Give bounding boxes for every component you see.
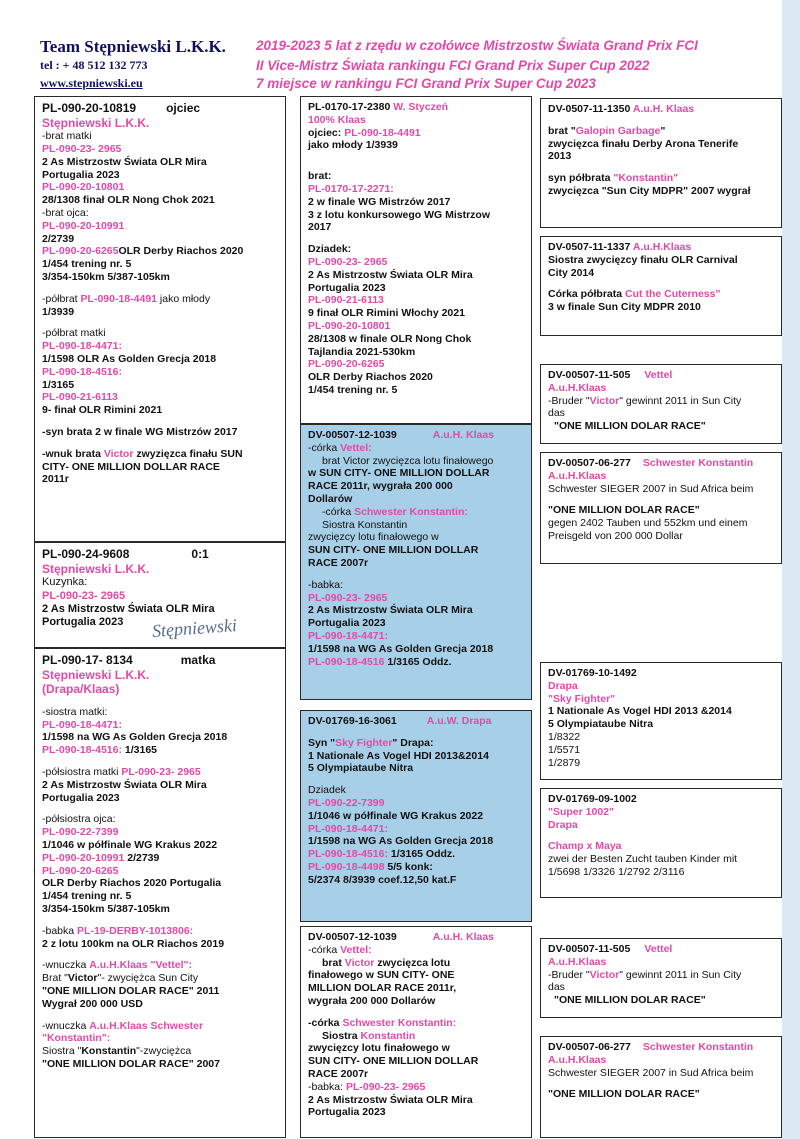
- father-line: PL-090-23- 2965: [42, 143, 122, 156]
- mother-line: -babka: [42, 924, 78, 937]
- c2d-line: Schwester Konstantin:: [342, 1016, 457, 1029]
- father-line: PL-090-18-4516:: [42, 365, 122, 378]
- father-line: PL-090-21-6113: [42, 391, 118, 404]
- c2b-line: RACE 2011r, wygrała 200 000: [308, 480, 453, 493]
- r1-line: zwycięzca finału Derby Arona Tenerife: [548, 137, 739, 150]
- c2b-line: 1/3165 Oddz.: [384, 655, 452, 668]
- card-r2: [540, 236, 782, 336]
- scan-edge: [782, 0, 800, 1139]
- mother-line: 1/454 trening nr. 5: [42, 890, 132, 903]
- team-name: Team Stępniewski L.K.K.: [40, 37, 226, 56]
- c2a-line: 100% Klaas: [308, 113, 366, 126]
- c2d-line: 2 As Mistrzostw Świata OLR Mira: [308, 1093, 473, 1106]
- r8-line: Schwester SIEGER 2007 in Sud Africa beim: [548, 1066, 754, 1079]
- father-line: zwyzięzca finału SUN: [133, 447, 243, 460]
- c2c-line: 1/1046 w półfinale WG Krakus 2022: [308, 809, 484, 822]
- r3-name: Vettel: [644, 369, 673, 381]
- c2b-line: Portugalia 2023: [308, 617, 386, 630]
- mother-line: PL-090-18-4471:: [42, 718, 122, 731]
- r3-breeder: A.u.H.Klaas: [548, 381, 607, 394]
- father-line: 9- finał OLR Rimini 2021: [42, 404, 163, 417]
- r4-line: Preisgeld von 200 000 Dollar: [548, 529, 683, 542]
- r3-line: " gewinnt 2011 in Sun City: [619, 394, 742, 407]
- r1-line: Galopin Garbage: [575, 124, 661, 137]
- r6-line: Champ x Maya: [548, 840, 622, 853]
- r4-breeder: A.u.H.Klaas: [548, 469, 607, 482]
- r4-line: Schwester SIEGER 2007 in Sud Africa beim: [548, 482, 754, 495]
- r8-line: "ONE MILLION DOLAR RACE": [548, 1088, 700, 1101]
- mother-line: "- zwyciężca Sun City: [97, 972, 199, 985]
- r6-ring: DV-01769-09-1002: [548, 793, 637, 805]
- c2d-ring: DV-00507-12-1039: [308, 931, 397, 943]
- cousin-breeder: Stępniewski L.K.K.: [42, 561, 150, 576]
- r8-name: Schwester Konstantin: [642, 1041, 754, 1053]
- c2a-line: PL-090-20-6265: [308, 358, 385, 371]
- c2a-line: PL-0170-17-2271:: [308, 182, 394, 195]
- father-line: 3/354-150km 5/387-105km: [42, 271, 170, 284]
- phone-number: tel : + 48 512 132 773: [40, 58, 148, 72]
- headline-3: 7 miejsce w rankingu FCI Grand Prix Super Cup 2023: [256, 76, 596, 91]
- mother-line: PL-090-23- 2965: [121, 766, 201, 779]
- c2a-line: PL-090-20-10801: [308, 319, 391, 332]
- c2b-line: SUN CITY- ONE MILLION DOLLAR: [308, 544, 479, 557]
- c2a-line: 2017: [308, 221, 332, 234]
- card-mother: [34, 648, 286, 1138]
- c2b-line: -córka: [308, 441, 341, 454]
- cousin-ring: PL-090-24-9608: [42, 547, 130, 561]
- c2b-line: Schwester Konstantin:: [354, 505, 468, 518]
- mother-role: matka: [180, 653, 216, 667]
- father-line: PL-090-20-6265: [42, 245, 119, 258]
- father-line: -wnuk brata: [42, 447, 104, 460]
- c2b-line: brat Victor zwycięzca lotu finałowego: [322, 454, 494, 467]
- c2d-line: Victor: [344, 956, 375, 969]
- r5-name: "Sky Fighter": [548, 692, 616, 705]
- r2-line: City 2014: [548, 266, 595, 279]
- father-line: PL-090-18-4491: [80, 292, 157, 305]
- r1-name: A.u.H. Klaas: [632, 103, 695, 115]
- c2c-line: PL-090-18-4471:: [308, 822, 388, 835]
- c2a-name: W. Styczeń: [393, 101, 449, 113]
- c2d-line: finałowego w SUN CITY- ONE: [308, 969, 455, 982]
- r5-breeder: Drapa: [548, 679, 578, 692]
- mother-line: PL-090-20-6265: [42, 864, 119, 877]
- card-father: [34, 96, 286, 542]
- r7-ring: DV-00507-11-505: [548, 943, 631, 955]
- r4-ring: DV-00507-06-277: [548, 457, 631, 469]
- c2b-line: Siostra Konstantin: [322, 518, 408, 531]
- c2a-line: OLR Derby Riachos 2020: [308, 371, 433, 384]
- card-grandmother-paternal: [300, 424, 532, 700]
- c2d-line: MILLION DOLAR RACE 2011r,: [308, 982, 457, 995]
- mother-line: PL-090-20-10991: [42, 851, 125, 864]
- c2b-line: Dollarów: [308, 492, 353, 505]
- r3-ring: DV-00507-11-505: [548, 369, 631, 381]
- card-r3: [540, 364, 782, 444]
- c2b-line: PL-090-18-4516: [308, 655, 385, 668]
- father-line: PL-090-20-10991: [42, 219, 125, 232]
- c2d-line: zwycięzca lotu: [374, 956, 451, 969]
- c2c-line: Sky Fighter: [335, 736, 393, 749]
- c2c-line: 1/1598 na WG As Golden Grecja 2018: [308, 835, 494, 848]
- c2a-line: brat:: [308, 170, 332, 183]
- r8-breeder: A.u.H.Klaas: [548, 1053, 607, 1066]
- c2a-line: 28/1308 w finale OLR Nong Chok: [308, 332, 472, 345]
- father-line: -brat ojca:: [42, 207, 89, 220]
- c2d-line: Konstantin: [360, 1029, 416, 1042]
- father-line: 1/454 trening nr. 5: [42, 258, 132, 271]
- r1-line: syn półbrata: [548, 172, 614, 185]
- father-line: CITY- ONE MILLION DOLLAR RACE: [42, 460, 220, 473]
- father-line: -brat matki: [42, 130, 92, 143]
- father-line: -syn brata 2 w finale WG Mistrzów 2017: [42, 425, 238, 438]
- card-r1: [540, 98, 782, 228]
- r4-name: Schwester Konstantin: [642, 457, 754, 469]
- mother-line: 2/2739: [124, 851, 160, 864]
- mother-ring: PL-090-17- 8134: [42, 653, 133, 667]
- c2d-line: RACE 2007r: [308, 1067, 369, 1080]
- c2c-line: 1 Nationale As Vogel HDI 2013&2014: [308, 749, 489, 762]
- c2b-line: -córka: [322, 505, 355, 518]
- father-line: 1/3165: [42, 378, 75, 391]
- c2d-line: PL-090-23- 2965: [345, 1080, 426, 1093]
- c2b-line: Vettel:: [340, 441, 372, 454]
- mother-line: A.u.H.Klaas "Vettel":: [89, 959, 192, 972]
- c2d-line: wygrała 200 000 Dollarów: [308, 994, 436, 1007]
- c2a-line: 3 z lotu konkursowego WG Mistrzow: [308, 208, 491, 221]
- c2a-line: ojciec:: [308, 126, 345, 139]
- mother-line: OLR Derby Riachos 2020 Portugalia: [42, 877, 222, 890]
- r5-line: 5 Olympiataube Nitra: [548, 718, 654, 731]
- mother-line: 1/3165: [121, 744, 158, 757]
- mother-line: -siostra matki:: [42, 705, 108, 718]
- c2d-name: A.u.H. Klaas: [432, 931, 495, 943]
- c2d-line: -córka: [308, 943, 341, 956]
- r3-line: -Bruder ": [548, 394, 590, 407]
- r3-line: das: [548, 407, 565, 420]
- c2b-line: PL-090-23- 2965: [308, 591, 388, 604]
- mother-line: "Konstantin":: [42, 1032, 111, 1045]
- mother-breeder-2: (Drapa/Klaas): [42, 682, 120, 697]
- c2c-line: 5/5 konk:: [384, 860, 433, 873]
- c2a-line: 2 w finale WG Mistrzów 2017: [308, 195, 451, 208]
- c2c-line: 5 Olympiataube Nitra: [308, 762, 414, 775]
- c2b-line: zwycięzcy lotu finałowego w: [308, 531, 439, 544]
- headline-1: 2019-2023 5 lat z rzędu w czołówce Mistrzostw Świata Grand Prix FCI: [256, 38, 698, 53]
- r5-line: 1/2879: [548, 756, 581, 769]
- mother-line: -półsiostra ojca:: [42, 813, 116, 826]
- cousin-score: 0:1: [191, 547, 209, 561]
- cousin-line: Kuzynka:: [42, 576, 88, 589]
- cousin-line: Portugalia 2023: [42, 616, 124, 629]
- c2a-line: Dziadek:: [308, 243, 352, 256]
- mother-line: -wnuczka: [42, 959, 90, 972]
- c2d-line: Vettel:: [340, 943, 372, 956]
- handwritten-signature: Stępniewski: [151, 615, 238, 641]
- r2-line: Siostra zwycięzcy finału OLR Carnival: [548, 253, 738, 266]
- c2a-line: 1/454 trening nr. 5: [308, 383, 398, 396]
- mother-line: -wnuczka: [42, 1019, 90, 1032]
- r7-line: das: [548, 981, 565, 994]
- r6-line: 1/5698 1/3326 1/2792 2/3116: [548, 865, 685, 878]
- c2c-line: PL-090-18-4516:: [308, 848, 388, 861]
- r2-line: Córka półbrata: [548, 288, 626, 301]
- c2d-line: Siostra: [322, 1029, 361, 1042]
- c2a-ring: PL-0170-17-2380: [308, 101, 391, 113]
- mother-line: Portugalia 2023: [42, 791, 120, 804]
- c2c-ring: DV-01769-16-3061: [308, 715, 397, 727]
- c2c-line: " Drapa:: [392, 736, 434, 749]
- r6-name: "Super 1002": [548, 805, 614, 818]
- father-line: PL-090-18-4471:: [42, 340, 122, 353]
- c2a-line: Tajlandia 2021-530km: [308, 345, 416, 358]
- r7-line: -Bruder ": [548, 968, 590, 981]
- c2b-line: -babka:: [308, 578, 344, 591]
- card-r7: [540, 938, 782, 1018]
- c2a-line: 2 As Mistrzostw Świata OLR Mira: [308, 268, 473, 281]
- mother-line: "ONE MILLION DOLAR RACE" 2007: [42, 1058, 220, 1070]
- mother-line: Siostra ": [42, 1045, 82, 1058]
- father-line: -półbrat: [42, 292, 81, 305]
- c2b-line: w SUN CITY- ONE MILLION DOLLAR: [308, 467, 490, 480]
- r1-line: 2013: [548, 150, 572, 163]
- mother-line: "-zwyciężca: [136, 1045, 192, 1058]
- c2d-line: Portugalia 2023: [308, 1106, 386, 1119]
- r3-line: Victor: [589, 394, 620, 407]
- c2a-line: Portugalia 2023: [308, 281, 386, 294]
- c2d-line: SUN CITY- ONE MILLION DOLLAR: [308, 1055, 479, 1068]
- c2a-line: jako młody 1/3939: [308, 139, 398, 152]
- father-line: 2 As Mistrzostw Świata OLR Mira: [42, 155, 207, 168]
- father-line: 1/1598 OLR As Golden Grecja 2018: [42, 353, 217, 365]
- c2b-line: RACE 2007r: [308, 556, 369, 569]
- c2d-line: brat: [322, 956, 345, 969]
- cousin-line: PL-090-23- 2965: [42, 589, 126, 602]
- mother-breeder: Stępniewski L.K.K.: [42, 667, 150, 682]
- r4-line: gegen 2402 Tauben und 552km und einem: [548, 517, 748, 530]
- c2d-line: zwycięzcy lotu finałowego w: [308, 1042, 450, 1055]
- r2-line: 3 w finale Sun City MDPR 2010: [548, 301, 701, 314]
- mother-line: 1/1046 w półfinale WG Krakus 2022: [42, 839, 218, 852]
- mother-line: PL-19-DERBY-1013806:: [77, 924, 194, 937]
- mother-line: Wygrał 200 000 USD: [42, 997, 143, 1010]
- card-r5: [540, 662, 782, 780]
- c2b-ring: DV-00507-12-1039: [308, 429, 397, 441]
- c2d-line: -córka: [308, 1016, 343, 1029]
- card-grandfather-maternal: [300, 710, 532, 922]
- c2b-name: A.u.H. Klaas: [432, 429, 495, 441]
- r4-line: "ONE MILLION DOLAR RACE": [548, 504, 700, 517]
- c2c-line: 5/2374 8/3939 coef.12,50 kat.F: [308, 873, 457, 886]
- c2a-line: PL-090-18-4491: [344, 126, 421, 139]
- r7-line: "ONE MILLION DOLAR RACE": [554, 994, 706, 1007]
- r2-line: Cut the Cuterness": [625, 288, 721, 301]
- r5-line: 1/5571: [548, 743, 581, 756]
- mother-line: "ONE MILLION DOLAR RACE" 2011: [42, 985, 220, 998]
- mother-line: 2 As Mistrzostw Świata OLR Mira: [42, 778, 207, 791]
- r7-name: Vettel: [644, 943, 673, 955]
- father-line: Victor: [103, 447, 134, 460]
- father-line: 2/2739: [42, 232, 75, 245]
- r5-ring: DV-01769-10-1492: [548, 667, 637, 679]
- r7-line: " gewinnt 2011 in Sun City: [619, 968, 742, 981]
- mother-line: Victor: [67, 972, 98, 985]
- card-r6: [540, 788, 782, 898]
- r1-line: "Konstantin": [613, 172, 679, 185]
- r1-line: zwycięzca "Sun City MDPR" 2007 wygrał: [548, 184, 751, 197]
- c2c-line: 1/3165 Oddz.: [387, 848, 456, 861]
- father-line: Portugalia 2023: [42, 168, 120, 181]
- mother-line: A.u.H.Klaas Schwester: [89, 1019, 204, 1032]
- r1-ring: DV-0507-11-1350: [548, 103, 631, 115]
- mother-line: Brat ": [42, 972, 68, 985]
- father-line: 28/1308 finał OLR Nong Chok 2021: [42, 194, 215, 207]
- card-grandfather: [300, 96, 532, 424]
- card-grandmother-maternal: [300, 926, 532, 1138]
- r5-line: 1/8322: [548, 730, 581, 743]
- r8-ring: DV-00507-06-277: [548, 1041, 631, 1053]
- c2c-line: PL-090-18-4498: [308, 860, 385, 873]
- c2b-line: PL-090-18-4471:: [308, 629, 388, 642]
- mother-line: PL-090-22-7399: [42, 826, 119, 839]
- page-header: [0, 0, 800, 96]
- father-line: 1/3939: [42, 305, 75, 318]
- c2c-name: A.u.W. Drapa: [426, 715, 492, 727]
- r6-breeder: Drapa: [548, 818, 578, 831]
- r7-line: Victor: [589, 968, 620, 981]
- father-breeder: Stępniewski L.K.K.: [42, 115, 150, 130]
- mother-line: PL-090-18-4516:: [42, 744, 122, 757]
- c2a-line: 9 finał OLR Rimini Włochy 2021: [308, 307, 465, 320]
- c2c-line: Dziadek: [308, 784, 346, 797]
- r3-line: "ONE MILLION DOLAR RACE": [554, 420, 706, 433]
- r5-line: 1 Nationale As Vogel HDI 2013 &2014: [548, 705, 732, 718]
- card-r8: [540, 1036, 782, 1138]
- mother-line: 2 z lotu 100km na OLR Riachos 2019: [42, 937, 225, 950]
- father-line: OLR Derby Riachos 2020: [118, 245, 244, 258]
- r2-name: A.u.H.Klaas: [632, 241, 692, 253]
- mother-line: -półsiostra matki: [42, 766, 122, 779]
- father-line: PL-090-20-10801: [42, 181, 125, 194]
- c2b-line: 1/1598 na WG As Golden Grecja 2018: [308, 642, 494, 655]
- headline-2: II Vice-Mistrz Świata rankingu FCI Grand Prix Super Cup 2022: [256, 58, 650, 73]
- c2a-line: PL-090-23- 2965: [308, 255, 388, 268]
- r1-line: ": [660, 124, 666, 137]
- father-line: -półbrat matki: [42, 327, 106, 340]
- r7-breeder: A.u.H.Klaas: [548, 955, 607, 968]
- c2c-line: PL-090-22-7399: [308, 796, 385, 809]
- mother-line: 3/354-150km 5/387-105km: [42, 903, 170, 916]
- mother-line: Konstantin: [81, 1045, 137, 1058]
- website-link[interactable]: www.stepniewski.eu: [40, 76, 143, 90]
- c2c-line: Syn ": [308, 736, 336, 749]
- father-ring: PL-090-20-10819: [42, 101, 137, 115]
- r2-ring: DV-0507-11-1337: [548, 241, 631, 253]
- c2d-line: -babka:: [308, 1080, 346, 1093]
- father-line: jako młody: [157, 292, 211, 305]
- r1-line: brat ": [548, 124, 576, 137]
- father-role: ojciec: [166, 101, 201, 115]
- c2b-line: 2 As Mistrzostw Świata OLR Mira: [308, 604, 473, 617]
- cousin-line: 2 As Mistrzostw Świata OLR Mira: [42, 603, 215, 616]
- c2a-line: PL-090-21-6113: [308, 294, 384, 307]
- card-r4: [540, 452, 782, 564]
- father-line: 2011r: [42, 473, 69, 486]
- mother-line: 1/1598 na WG As Golden Grecja 2018: [42, 731, 228, 744]
- r6-line: zwei der Besten Zucht tauben Kinder mit: [548, 853, 738, 866]
